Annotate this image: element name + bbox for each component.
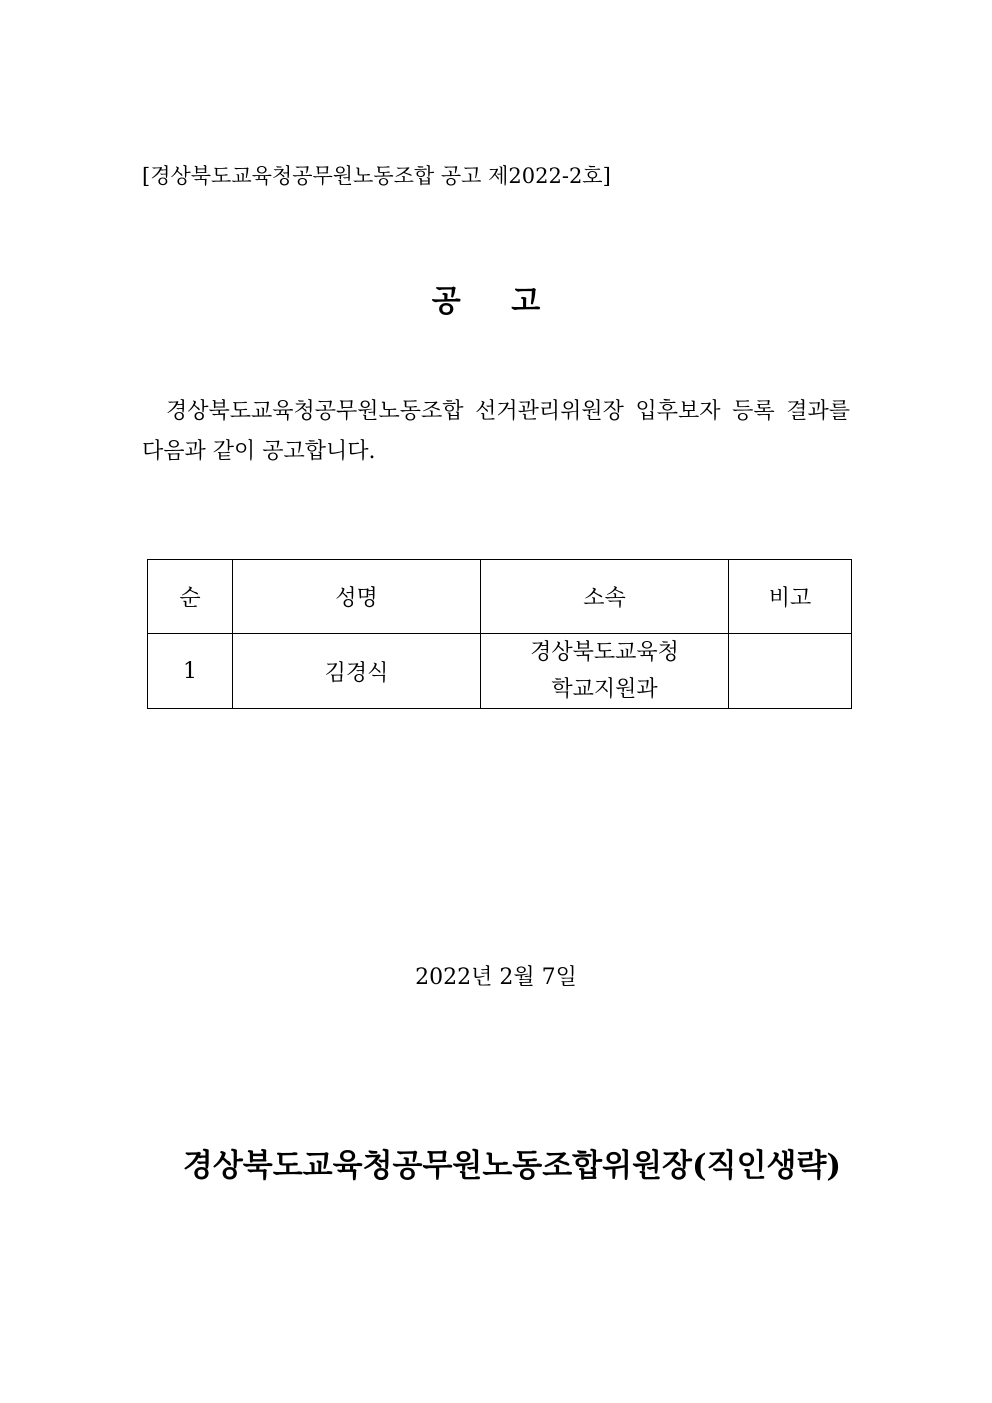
table-header-row	[148, 560, 852, 634]
affiliation-line-2: 학교지원과	[551, 677, 658, 702]
cell-affiliation	[481, 634, 729, 709]
table-row	[148, 634, 852, 709]
document-title: 공 고	[431, 284, 561, 319]
header-no: 순	[148, 560, 233, 634]
header-note: 비고	[729, 560, 852, 634]
cell-note	[729, 634, 852, 709]
candidate-table	[147, 559, 852, 709]
issuer-signature: 경상북도교육청공무원노동조합위원장(직인생략)	[182, 1148, 842, 1184]
cell-name: 김경식	[233, 634, 481, 709]
affiliation-line-1: 경상북도교육청	[530, 640, 679, 665]
notice-number: [경상북도교육청공무원노동조합 공고 제2022-2호]	[142, 164, 611, 188]
cell-no: 1	[148, 634, 233, 709]
document-body: 경상북도교육청공무원노동조합 선거관리위원장 입후보자 등록 결과를 다음과 같이 공고합니다.	[142, 399, 850, 464]
document-date: 2022년 2월 7일	[415, 965, 577, 990]
header-affiliation: 소속	[481, 560, 729, 634]
header-name: 성명	[233, 560, 481, 634]
